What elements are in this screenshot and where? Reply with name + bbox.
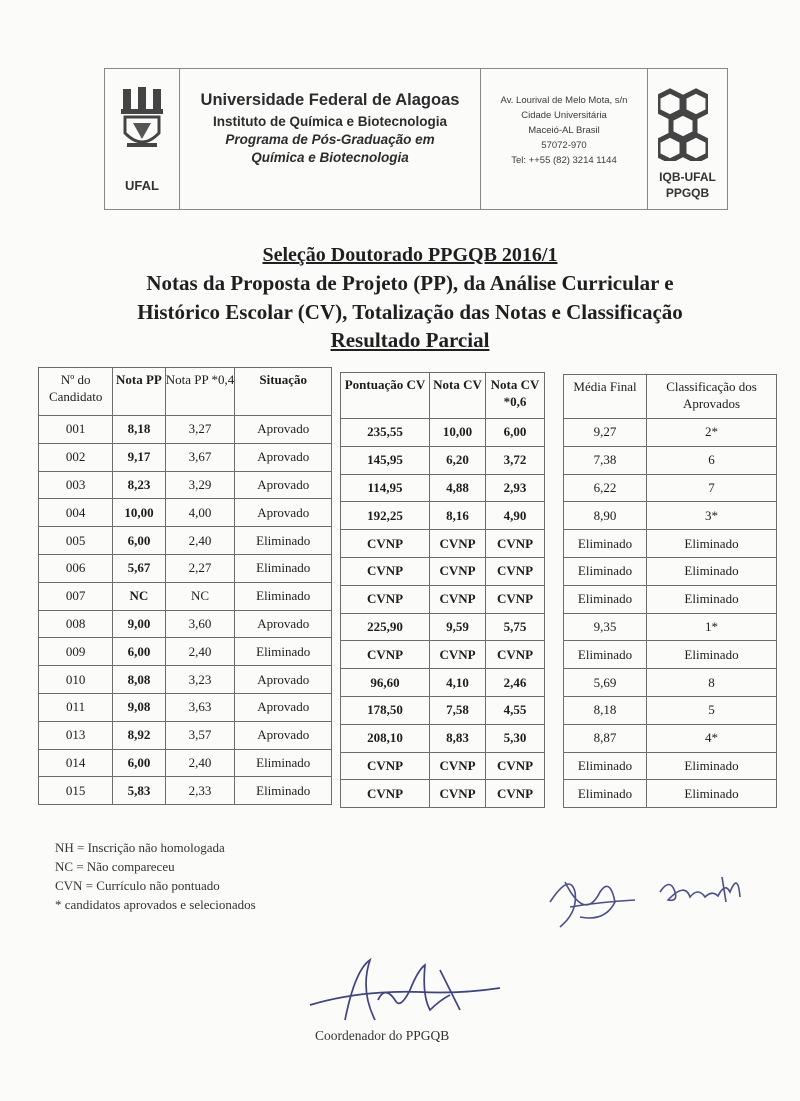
document-title: Seleção Doutorado PPGQB 2016/1: [262, 244, 558, 266]
address-block: [481, 69, 648, 209]
table-cell: Eliminado: [235, 749, 332, 777]
table-cell: 6,00: [113, 749, 165, 777]
table-cell: Eliminado: [235, 554, 332, 582]
table-row: [341, 696, 545, 724]
table-cell: CVNP: [430, 641, 486, 669]
table-cell: CVNP: [341, 641, 430, 669]
letterhead: [104, 68, 728, 210]
table-cell: 013: [39, 721, 113, 749]
table-cell: CVNP: [430, 530, 486, 558]
final-classification-table: [563, 374, 777, 808]
table-cell: Eliminado: [235, 777, 332, 805]
table-cell: 114,95: [341, 474, 430, 502]
ufal-logo-cell: [105, 69, 180, 209]
legend-notes: [55, 838, 256, 914]
table-cell: Aprovado: [235, 471, 332, 499]
table-cell: 4,55: [486, 696, 545, 724]
table-cell: 8,23: [113, 471, 165, 499]
table-cell: 5,75: [486, 613, 545, 641]
table-cell: 007: [39, 582, 113, 610]
table-cell: 9,00: [113, 610, 165, 638]
table-cell: 178,50: [341, 696, 430, 724]
table-cell: 014: [39, 749, 113, 777]
table-cell: 015: [39, 777, 113, 805]
table-row: [39, 582, 332, 610]
table-cell: Eliminado: [564, 585, 647, 613]
note-line: NC = Não compareceu: [55, 859, 175, 874]
iqb-logo-cell: [648, 69, 727, 209]
table-row: [564, 557, 777, 585]
institution-block: [180, 69, 481, 209]
table-cell: Aprovado: [235, 499, 332, 527]
table-row: [341, 724, 545, 752]
table-cell: 2,27: [165, 554, 235, 582]
table-row: [341, 557, 545, 585]
table-row: [564, 446, 777, 474]
table-cell: 4,10: [430, 669, 486, 697]
table-row: [39, 499, 332, 527]
column-header-nota-pp: Nota PP: [113, 368, 165, 416]
table-cell: Aprovado: [235, 721, 332, 749]
table-cell: 7,38: [564, 446, 647, 474]
table-cell: 3,27: [165, 416, 235, 444]
column-header-media-final: Média Final: [564, 375, 647, 419]
table-cell: 2,40: [165, 749, 235, 777]
table-row: [564, 502, 777, 530]
table-cell: 6,20: [430, 446, 486, 474]
column-header-situacao: Situação: [235, 368, 332, 416]
address-line: Tel: ++55 (82) 3214 1144: [511, 155, 617, 166]
title-block: [0, 244, 800, 353]
table-cell: 7,58: [430, 696, 486, 724]
iqb-label: [648, 169, 727, 201]
table-cell: CVNP: [341, 530, 430, 558]
table-cell: CVNP: [486, 585, 545, 613]
table-cell: 96,60: [341, 669, 430, 697]
table-cell: 2*: [647, 419, 777, 447]
table-row: [341, 780, 545, 808]
table-cell: 4*: [647, 724, 777, 752]
table-row: [39, 638, 332, 666]
table-cell: Eliminado: [564, 752, 647, 780]
table-cell: Eliminado: [564, 780, 647, 808]
column-header-nota-pp-weighted: Nota PP *0,4: [165, 368, 235, 416]
program-name-line2: Química e Biotecnologia: [251, 150, 409, 165]
table-cell: Eliminado: [235, 582, 332, 610]
institute-name: Instituto de Química e Biotecnologia: [212, 114, 448, 129]
table-row: [39, 554, 332, 582]
table-cell: 8,16: [430, 502, 486, 530]
table-header-row: [564, 375, 777, 419]
table-row: [39, 471, 332, 499]
column-header-classificacao: Classificação dos Aprovados: [647, 375, 777, 419]
result-label: Resultado Parcial: [330, 328, 490, 352]
table-cell: 5,69: [564, 669, 647, 697]
table-row: [39, 610, 332, 638]
ufal-crest-icon: [119, 85, 165, 155]
table-cell: 001: [39, 416, 113, 444]
table-cell: 6,00: [113, 527, 165, 555]
table-row: [341, 474, 545, 502]
table-row: [341, 752, 545, 780]
table-cell: NC: [165, 582, 235, 610]
table-cell: 145,95: [341, 446, 430, 474]
table-cell: 003: [39, 471, 113, 499]
table-cell: CVNP: [486, 780, 545, 808]
ufal-label: UFAL: [125, 178, 159, 193]
table-cell: 1*: [647, 613, 777, 641]
table-cell: 10,00: [430, 419, 486, 447]
table-row: [564, 696, 777, 724]
table-row: [39, 443, 332, 471]
table-cell: NC: [113, 582, 165, 610]
table-cell: Aprovado: [235, 610, 332, 638]
table-cell: 8,18: [564, 696, 647, 724]
table-row: [564, 419, 777, 447]
note-line: * candidatos aprovados e selecionados: [55, 897, 256, 912]
document-subtitle-line1: Notas da Proposta de Projeto (PP), da Análise Curricular e: [146, 271, 674, 295]
column-header-nota-cv-weighted: Nota CV *0,6: [486, 373, 545, 419]
table-cell: Eliminado: [647, 557, 777, 585]
table-cell: 8,92: [113, 721, 165, 749]
table-row: [39, 527, 332, 555]
table-cell: Eliminado: [647, 752, 777, 780]
table-cell: Aprovado: [235, 443, 332, 471]
table-cell: CVNP: [341, 780, 430, 808]
table-row: [341, 446, 545, 474]
table-cell: 002: [39, 443, 113, 471]
table-cell: Aprovado: [235, 666, 332, 694]
table-cell: CVNP: [486, 641, 545, 669]
table-cell: 008: [39, 610, 113, 638]
table-cell: Eliminado: [647, 780, 777, 808]
table-cell: 3,63: [165, 693, 235, 721]
column-header-candidate: Nº do Candidato: [39, 368, 113, 416]
table-row: [564, 669, 777, 697]
table-cell: 8,18: [113, 416, 165, 444]
table-row: [564, 752, 777, 780]
table-row: [564, 724, 777, 752]
table-cell: 5,30: [486, 724, 545, 752]
table-cell: 6: [647, 446, 777, 474]
table-cell: CVNP: [486, 752, 545, 780]
table-cell: CVNP: [486, 530, 545, 558]
table-cell: 8,08: [113, 666, 165, 694]
table-cell: 5,83: [113, 777, 165, 805]
table-cell: CVNP: [430, 752, 486, 780]
table-cell: 009: [39, 638, 113, 666]
address-line: Maceió-AL Brasil: [528, 125, 600, 136]
iqb-hexagon-logo-icon: [658, 87, 708, 161]
table-cell: 225,90: [341, 613, 430, 641]
table-row: [39, 777, 332, 805]
table-cell: 010: [39, 666, 113, 694]
table-cell: 2,93: [486, 474, 545, 502]
table-cell: Eliminado: [564, 530, 647, 558]
table-cell: 6,00: [113, 638, 165, 666]
table-row: [39, 749, 332, 777]
table-cell: 9,08: [113, 693, 165, 721]
table-row: [39, 721, 332, 749]
table-cell: 8,90: [564, 502, 647, 530]
table-cell: 3,72: [486, 446, 545, 474]
table-row: [564, 641, 777, 669]
table-cell: Eliminado: [564, 557, 647, 585]
table-cell: 8,83: [430, 724, 486, 752]
table-cell: CVNP: [430, 585, 486, 613]
table-row: [341, 613, 545, 641]
table-row: [564, 530, 777, 558]
table-header-row: [341, 373, 545, 419]
address-line: Av. Lourival de Melo Mota, s/n: [500, 95, 628, 106]
university-name: Universidade Federal de Alagoas: [200, 91, 460, 109]
table-cell: CVNP: [486, 557, 545, 585]
table-cell: 3,29: [165, 471, 235, 499]
column-header-pontuacao-cv: Pontuação CV: [341, 373, 430, 419]
table-cell: 9,27: [564, 419, 647, 447]
handwritten-signatures-icon: [540, 862, 770, 942]
table-row: [341, 585, 545, 613]
table-cell: Aprovado: [235, 416, 332, 444]
table-cell: 4,90: [486, 502, 545, 530]
table-row: [39, 666, 332, 694]
table-cell: 004: [39, 499, 113, 527]
table-cell: CVNP: [341, 557, 430, 585]
table-cell: 10,00: [113, 499, 165, 527]
table-cell: 235,55: [341, 419, 430, 447]
table-cell: Eliminado: [564, 641, 647, 669]
address-line: 57072-970: [541, 140, 587, 151]
coordinator-signature-icon: [300, 950, 510, 1030]
table-row: [341, 502, 545, 530]
table-cell: 8: [647, 669, 777, 697]
table-cell: 011: [39, 693, 113, 721]
table-row: [39, 693, 332, 721]
document-subtitle-line2: Histórico Escolar (CV), Totalização das Notas e Classificação: [137, 300, 683, 324]
table-cell: Aprovado: [235, 693, 332, 721]
table-row: [564, 585, 777, 613]
table-cell: 9,17: [113, 443, 165, 471]
table-cell: 5,67: [113, 554, 165, 582]
table-cell: 005: [39, 527, 113, 555]
table-cell: 9,35: [564, 613, 647, 641]
address-line: Cidade Universitária: [521, 110, 607, 121]
table-cell: 7: [647, 474, 777, 502]
note-line: CVN = Currículo não pontuado: [55, 878, 220, 893]
table-cell: 3,57: [165, 721, 235, 749]
table-row: [39, 416, 332, 444]
table-cell: Eliminado: [647, 641, 777, 669]
table-cell: 3*: [647, 502, 777, 530]
table-cell: 4,88: [430, 474, 486, 502]
table-cell: 2,33: [165, 777, 235, 805]
table-cell: 192,25: [341, 502, 430, 530]
table-cell: 5: [647, 696, 777, 724]
table-cell: 6,22: [564, 474, 647, 502]
table-row: [341, 530, 545, 558]
note-line: NH = Inscrição não homologada: [55, 840, 225, 855]
cv-grades-table: [340, 372, 545, 808]
table-cell: 006: [39, 554, 113, 582]
iqb-label-line1: IQB-UFAL: [659, 170, 716, 184]
table-row: [341, 641, 545, 669]
table-row: [564, 780, 777, 808]
program-name-line1: Programa de Pós-Graduação em: [225, 132, 435, 147]
table-cell: Eliminado: [647, 585, 777, 613]
table-row: [564, 474, 777, 502]
table-cell: CVNP: [430, 557, 486, 585]
iqb-label-line2: PPGQB: [665, 186, 710, 200]
table-cell: 6,00: [486, 419, 545, 447]
pp-grades-table: [38, 367, 332, 805]
table-row: [341, 669, 545, 697]
table-cell: Eliminado: [235, 527, 332, 555]
table-cell: 3,23: [165, 666, 235, 694]
table-cell: CVNP: [430, 780, 486, 808]
table-cell: 2,40: [165, 638, 235, 666]
column-header-nota-cv: Nota CV: [430, 373, 486, 419]
coordinator-label: Coordenador do PPGQB: [315, 1028, 450, 1043]
table-header-row: [39, 368, 332, 416]
table-cell: 208,10: [341, 724, 430, 752]
table-cell: 4,00: [165, 499, 235, 527]
table-row: [564, 613, 777, 641]
table-cell: Eliminado: [647, 530, 777, 558]
table-cell: 9,59: [430, 613, 486, 641]
table-cell: CVNP: [341, 752, 430, 780]
table-cell: 2,46: [486, 669, 545, 697]
table-cell: 8,87: [564, 724, 647, 752]
table-cell: 3,67: [165, 443, 235, 471]
table-cell: 2,40: [165, 527, 235, 555]
table-row: [341, 419, 545, 447]
table-cell: Eliminado: [235, 638, 332, 666]
table-cell: CVNP: [341, 585, 430, 613]
table-cell: 3,60: [165, 610, 235, 638]
